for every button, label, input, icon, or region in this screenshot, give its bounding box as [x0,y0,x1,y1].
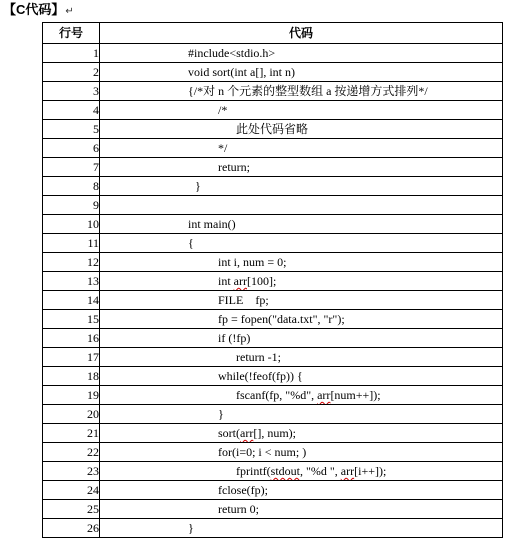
code-text: return 0; [218,502,259,516]
line-number: 14 [43,291,100,310]
table-row [43,462,503,481]
code-table [42,22,503,538]
code-text: int arr[100]; [218,274,277,288]
code-text: FILE fp; [218,293,269,307]
spellcheck-word: arr [240,426,254,440]
table-row [43,367,503,386]
table-row [43,177,503,196]
code-text: if (!fp) [218,331,251,345]
line-number: 11 [43,234,100,253]
code-text: 此处代码省略 [236,122,309,136]
table-row [43,329,503,348]
code-line [100,519,503,538]
document-title [3,2,74,20]
spellcheck-word: arr [233,274,247,288]
line-number: 4 [43,101,100,120]
code-line [100,82,503,101]
code-line [100,139,503,158]
line-number: 7 [43,158,100,177]
table-row [43,82,503,101]
line-number: 19 [43,386,100,405]
table-row [43,481,503,500]
line-number: 22 [43,443,100,462]
table-row [43,101,503,120]
line-number: 13 [43,272,100,291]
code-line [100,101,503,120]
code-header [100,23,503,44]
table-row [43,291,503,310]
line-number: 9 [43,196,100,215]
code-line [100,120,503,139]
line-number: 16 [43,329,100,348]
code-line [100,215,503,234]
code-line [100,310,503,329]
header-row [43,23,503,44]
line-number: 20 [43,405,100,424]
spellcheck-word: arr [340,464,355,478]
code-line [100,329,503,348]
code-text: int main() [188,217,236,231]
line-number: 2 [43,63,100,82]
table-row [43,215,503,234]
code-text: fp = fopen("data.txt", "r"); [218,312,345,326]
code-line [100,424,503,443]
code-text: void sort(int a[], int n) [188,65,295,79]
line-number: 18 [43,367,100,386]
code-line [100,367,503,386]
table-row [43,443,503,462]
table-row [43,348,503,367]
code-line [100,386,503,405]
code-text: return -1; [236,350,281,364]
line-number: 5 [43,120,100,139]
table-row [43,139,503,158]
line-number: 24 [43,481,100,500]
code-line [100,253,503,272]
line-number: 23 [43,462,100,481]
code-text: int i, num = 0; [218,255,287,269]
code-line [100,291,503,310]
line-number: 21 [43,424,100,443]
code-line [100,177,503,196]
line-number: 26 [43,519,100,538]
line-number: 3 [43,82,100,101]
code-text: fclose(fp); [218,483,268,497]
code-header-label: 代码 [288,26,313,40]
code-line [100,462,503,481]
table-row [43,272,503,291]
line-number-header [43,23,100,44]
code-text: sort(arr[], num); [218,426,296,440]
code-line [100,234,503,253]
code-text: fscanf(fp, "%d", arr[num++]); [236,388,381,402]
code-body [43,44,503,538]
line-number: 12 [43,253,100,272]
table-row [43,519,503,538]
code-line [100,158,503,177]
code-text: {/*对 n 个元素的整型数组 a 按递增方式排列*/ [188,84,428,98]
code-line [100,44,503,63]
line-number: 25 [43,500,100,519]
table-row [43,44,503,63]
code-line [100,272,503,291]
line-number: 6 [43,139,100,158]
table-row [43,63,503,82]
table-row [43,234,503,253]
code-text: } [195,179,201,193]
spellcheck-word: stdout [270,464,300,478]
table-row [43,424,503,443]
code-text: /* [218,103,228,117]
table-row [43,500,503,519]
paragraph-mark-icon: ↵ [65,6,74,17]
table-row [43,386,503,405]
code-line [100,500,503,519]
line-number: 17 [43,348,100,367]
code-text: { [188,236,194,250]
code-text: while(!feof(fp)) { [218,369,303,383]
line-number: 8 [43,177,100,196]
code-text: */ [218,141,228,155]
code-text: for(i=0; i < num; ) [218,445,307,459]
table-row [43,310,503,329]
table-row [43,158,503,177]
code-line [100,405,503,424]
code-line [100,196,503,215]
line-number: 15 [43,310,100,329]
table-row [43,196,503,215]
line-number: 1 [43,44,100,63]
code-line [100,348,503,367]
line-number: 10 [43,215,100,234]
code-text: return; [218,160,250,174]
table-row [43,253,503,272]
code-line [100,443,503,462]
title-text: 【C代码】 [3,2,65,17]
code-line [100,63,503,82]
code-text: fprintf(stdout, "%d ", arr[i++]); [236,464,387,478]
code-text: #include<stdio.h> [188,46,276,60]
table-row [43,120,503,139]
code-text: } [188,521,194,535]
code-line [100,481,503,500]
table-row [43,405,503,424]
code-text: } [218,407,224,421]
line-number-header-label: 行号 [58,26,83,40]
spellcheck-word: arr [317,388,331,402]
